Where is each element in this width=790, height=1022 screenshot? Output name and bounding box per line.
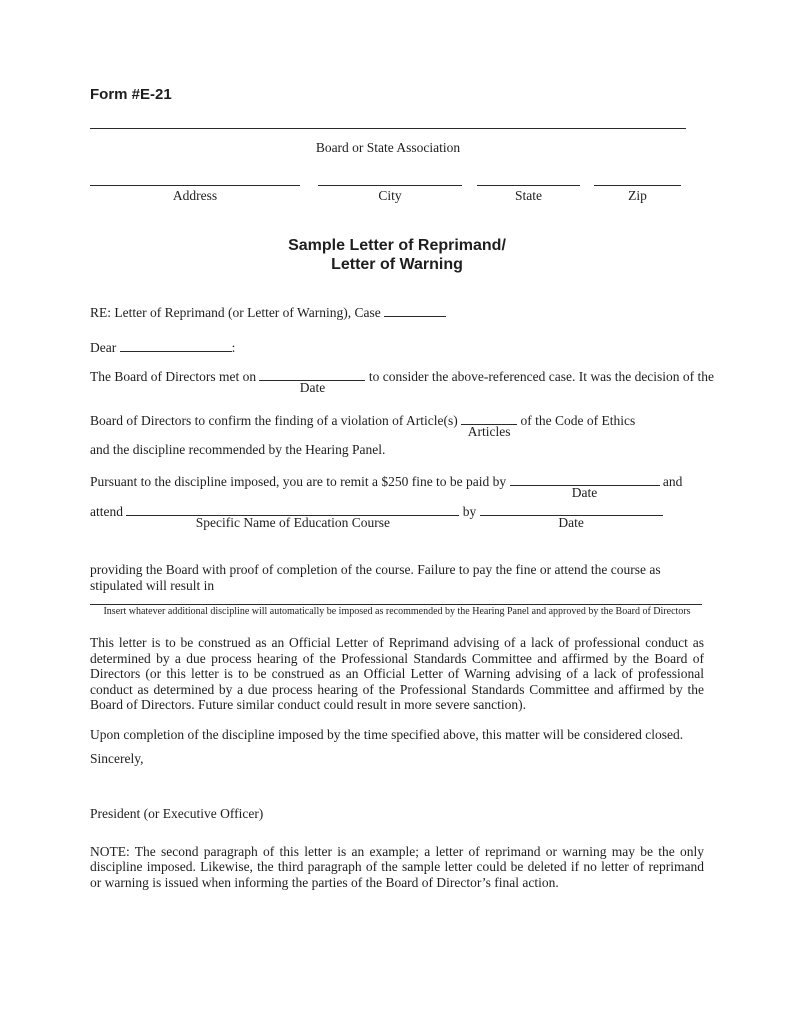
attend-line-mid: by [462,504,477,519]
pursuant-line [90,472,704,500]
discipline-line: and the discipline recommended by the Hearing Panel. [90,442,386,457]
construe-paragraph: This letter is to be construed as an Official Letter of Reprimand advising of a lack of professional conduct as determined by a due process hearing of the Professional Standards Committee and affirmed by the Board of Directors (or this letter is to be construed as an Official Letter of Warning advising of a lack of professional conduct as determined by a due process hearing of the Professional Standards Committee and affirmed by the Board of Directors. Future similar conduct could result in more severe sanction). [90,635,704,712]
fine-due-date-field[interactable] [510,472,660,500]
letter-title [90,236,704,274]
letter-title-line1: Sample Letter of Reprimand/ [288,237,506,254]
providing-paragraph: providing the Board with proof of completion of the course. Failure to pay the fine or attend the course as stipulated will result in [90,562,661,593]
pursuant-line-post: and [662,474,683,489]
confirm-line-pre: Board of Directors to confirm the finding of a violation of Article(s) [90,413,458,428]
upon-paragraph: Upon completion of the discipline imposed by the time specified above, this matter will be considered closed. [90,726,684,742]
re-line [90,303,704,321]
met-line [90,367,715,395]
note-paragraph: NOTE: The second paragraph of this letter is an example; a letter of reprimand or warning may be the only discipline imposed. Likewise, the third paragraph of the sample letter could be deleted if no letter of reprimand or warning is issued when informing the parties of the Board of Director’s final action. [90,843,704,890]
course-name-field[interactable] [126,502,459,530]
fine-due-date-caption: Date [571,485,598,500]
recipient-name-field[interactable] [120,338,232,352]
zip-field[interactable] [594,185,681,204]
articles-field[interactable] [461,411,517,439]
org-name-line[interactable] [90,128,686,129]
course-name-caption: Specific Name of Education Course [195,515,390,530]
additional-discipline-caption: Insert whatever additional discipline will automatically be imposed as recommended by the Hearing Panel and approved by the Board of Directors [103,606,691,617]
salutation-text: Dear [90,340,117,355]
confirm-line-post: of the Code of Ethics [520,413,636,428]
letter-title-line2: Letter of Warning [331,256,463,273]
closing: Sincerely, [90,750,144,766]
signature-title: President (or Executive Officer) [90,805,264,821]
address-field[interactable] [90,185,300,204]
state-field[interactable] [477,185,580,204]
met-line-post: to consider the above-referenced case. It was the decision of the [368,369,715,384]
articles-caption: Articles [467,424,511,439]
attend-line [90,502,704,530]
meeting-date-caption: Date [299,380,326,395]
city-field[interactable] [318,185,462,204]
salutation [90,338,704,356]
state-caption: State [515,188,542,203]
letter-content [90,86,715,890]
course-date-field[interactable] [480,502,663,530]
additional-discipline-line[interactable] [90,604,702,605]
attend-line-pre: attend [90,504,123,519]
address-row [90,185,704,204]
org-name-caption: Board or State Association [315,140,461,155]
case-number-field[interactable] [384,303,446,317]
confirm-line [90,411,704,439]
meeting-date-field[interactable] [259,367,365,395]
course-date-caption: Date [558,515,584,530]
met-line-pre: The Board of Directors met on [90,369,257,384]
salutation-colon: : [231,340,236,355]
pursuant-line-pre: Pursuant to the discipline imposed, you are to remit a $250 fine to be paid by [90,474,507,489]
address-caption: Address [172,188,218,203]
zip-caption: Zip [628,188,647,203]
re-line-text: RE: Letter of Reprimand (or Letter of Warning), Case [90,305,381,320]
form-number: Form #E-21 [90,86,172,103]
city-caption: City [378,188,402,203]
